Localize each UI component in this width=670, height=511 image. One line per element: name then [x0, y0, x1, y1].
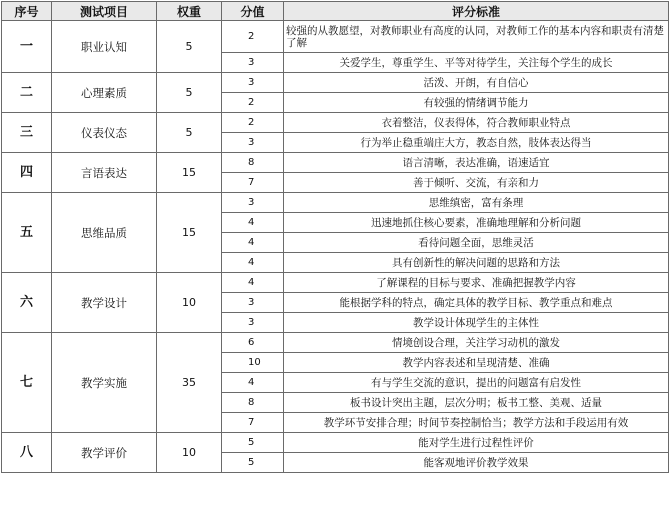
criterion-cell: 行为举止稳重端庄大方，教态自然，肢体表达得当: [284, 133, 669, 153]
criterion-cell: 看待问题全面，思维灵活: [284, 233, 669, 253]
item-cell: 教学实施: [52, 333, 157, 433]
score-cell: 7: [222, 413, 284, 433]
weight-cell: 10: [157, 273, 222, 333]
criterion-cell: 具有创新性的解决问题的思路和方法: [284, 253, 669, 273]
seq-cell: 四: [2, 153, 52, 193]
table-row: [2, 273, 669, 293]
score-cell: 10: [222, 353, 284, 373]
table-row: [2, 113, 669, 133]
item-cell: 职业认知: [52, 21, 157, 73]
item-cell: 言语表达: [52, 153, 157, 193]
score-cell: 4: [222, 213, 284, 233]
header-criteria: 评分标准: [284, 2, 669, 21]
header-seq: 序号: [2, 2, 52, 21]
seq-cell: 五: [2, 193, 52, 273]
criterion-cell: 思维缜密，富有条理: [284, 193, 669, 213]
seq-cell: 八: [2, 433, 52, 473]
scoring-table: [1, 1, 669, 473]
criterion-cell: 衣着整洁，仪表得体，符合教师职业特点: [284, 113, 669, 133]
criterion-cell: 能客观地评价教学效果: [284, 453, 669, 473]
criterion-cell: 语言清晰，表达准确，语速适宜: [284, 153, 669, 173]
weight-cell: 5: [157, 73, 222, 113]
item-cell: 思维品质: [52, 193, 157, 273]
item-cell: 仪表仪态: [52, 113, 157, 153]
criterion-cell: 情境创设合理，关注学习动机的激发: [284, 333, 669, 353]
criterion-cell: 活泼、开朗，有自信心: [284, 73, 669, 93]
score-cell: 4: [222, 373, 284, 393]
table-row: [2, 153, 669, 173]
table-row: [2, 21, 669, 53]
weight-cell: 15: [157, 193, 222, 273]
score-cell: 4: [222, 273, 284, 293]
score-cell: 3: [222, 313, 284, 333]
seq-cell: 六: [2, 273, 52, 333]
score-cell: 2: [222, 113, 284, 133]
item-cell: 教学评价: [52, 433, 157, 473]
criterion-cell: 了解课程的目标与要求、准确把握教学内容: [284, 273, 669, 293]
header-item: 测试项目: [52, 2, 157, 21]
weight-cell: 15: [157, 153, 222, 193]
criterion-cell: 板书设计突出主题，层次分明；板书工整、美观、适量: [284, 393, 669, 413]
weight-cell: 35: [157, 333, 222, 433]
score-cell: 3: [222, 53, 284, 73]
score-cell: 8: [222, 393, 284, 413]
table-row: [2, 193, 669, 213]
criterion-cell: 关爱学生，尊重学生、平等对待学生，关注每个学生的成长: [284, 53, 669, 73]
score-cell: 5: [222, 453, 284, 473]
criterion-cell: 教学内容表述和呈现清楚、准确: [284, 353, 669, 373]
table-row: [2, 73, 669, 93]
seq-cell: 一: [2, 21, 52, 73]
item-cell: 教学设计: [52, 273, 157, 333]
seq-cell: 二: [2, 73, 52, 113]
criterion-cell: 善于倾听、交流，有亲和力: [284, 173, 669, 193]
score-cell: 3: [222, 73, 284, 93]
table-row: [2, 433, 669, 453]
score-cell: 6: [222, 333, 284, 353]
criterion-cell: 有与学生交流的意识，提出的问题富有启发性: [284, 373, 669, 393]
score-cell: 4: [222, 233, 284, 253]
weight-cell: 5: [157, 113, 222, 153]
score-cell: 8: [222, 153, 284, 173]
header-score: 分值: [222, 2, 284, 21]
score-cell: 3: [222, 133, 284, 153]
score-cell: 2: [222, 93, 284, 113]
item-cell: 心理素质: [52, 73, 157, 113]
score-cell: 3: [222, 293, 284, 313]
table-row: [2, 333, 669, 353]
seq-cell: 七: [2, 333, 52, 433]
criterion-cell: 能对学生进行过程性评价: [284, 433, 669, 453]
criterion-cell: 较强的从教愿望，对教师职业有高度的认同，对教师工作的基本内容和职责有清楚了解: [284, 21, 669, 53]
score-cell: 2: [222, 21, 284, 53]
weight-cell: 5: [157, 21, 222, 73]
weight-cell: 10: [157, 433, 222, 473]
header-row: [2, 2, 669, 21]
criterion-cell: 教学设计体现学生的主体性: [284, 313, 669, 333]
score-cell: 7: [222, 173, 284, 193]
criterion-cell: 有较强的情绪调节能力: [284, 93, 669, 113]
score-cell: 4: [222, 253, 284, 273]
score-cell: 3: [222, 193, 284, 213]
table-body: [2, 21, 669, 473]
header-weight: 权重: [157, 2, 222, 21]
seq-cell: 三: [2, 113, 52, 153]
criterion-cell: 教学环节安排合理；时间节奏控制恰当；教学方法和手段运用有效: [284, 413, 669, 433]
criterion-cell: 迅速地抓住核心要素，准确地理解和分析问题: [284, 213, 669, 233]
score-cell: 5: [222, 433, 284, 453]
criterion-cell: 能根据学科的特点，确定具体的教学目标、教学重点和难点: [284, 293, 669, 313]
